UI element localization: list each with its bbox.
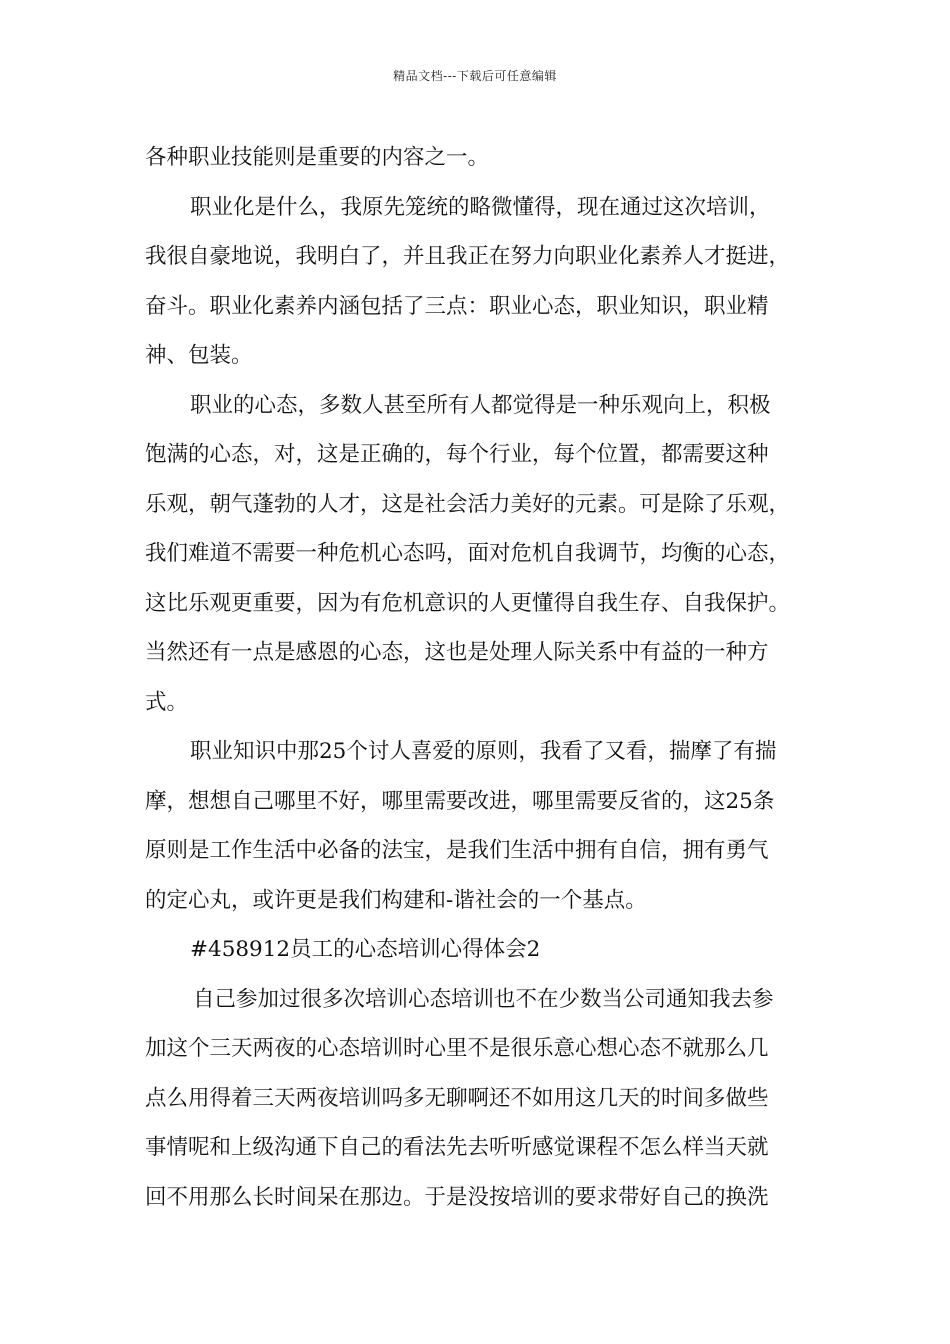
text-line: 加这个三天两夜的心态培训时心里不是很乐意心想心态不就那么几: [145, 1036, 769, 1061]
text-line: 奋斗。职业化素养内涵包括了三点：职业心态，职业知识，职业精: [145, 293, 769, 319]
text-line: 原则是工作生活中必备的法宝，是我们生活中拥有自信，拥有勇气: [145, 838, 769, 863]
text-line: 各种职业技能则是重要的内容之一。: [145, 145, 490, 170]
text-line: 我们难道不需要一种危机心态吗，面对危机自我调节，均衡的心态，: [145, 541, 791, 566]
text-line: 饱满的心态，对，这是正确的，每个行业，每个位置，都需要这种: [145, 442, 769, 467]
text-line: 职业知识中那25个讨人喜爱的原则，我看了又看，揣摩了有揣: [190, 739, 777, 764]
text-line: 乐观，朝气蓬勃的人才，这是社会活力美好的元素。可是除了乐观，: [145, 491, 791, 517]
text-line: 点么用得着三天两夜培训吗多无聊啊还不如用这几天的时间多做些: [145, 1085, 769, 1111]
text-line: 摩，想想自己哪里不好，哪里需要改进，哪里需要反省的，这25条: [145, 788, 775, 814]
document-body: [145, 133, 835, 1222]
text-line: 当然还有一点是感恩的心态，这也是处理人际关系中有益的一种方: [145, 640, 769, 665]
text-line: 自己参加过很多次培训心态培训也不在少数当公司通知我去参: [193, 986, 774, 1012]
text-line: 神、包装。: [145, 343, 253, 368]
text-line: 这比乐观更重要，因为有危机意识的人更懂得自我生存、自我保护。: [145, 590, 791, 616]
section-heading: #458912员工的心态培训心得体会2: [190, 937, 541, 962]
text-line: 的定心丸，或许更是我们构建和-谐社会的一个基点。: [145, 887, 647, 913]
text-line: 事情呢和上级沟通下自己的看法先去听听感觉课程不怎么样当天就: [145, 1135, 769, 1160]
text-line: 回不用那么长时间呆在那边。于是没按培训的要求带好自己的换洗: [145, 1184, 769, 1210]
text-line: 式。: [145, 689, 189, 715]
text-line: 我很自豪地说，我明白了，并且我正在努力向职业化素养人才挺进，: [145, 244, 791, 269]
text-line: 职业的心态，多数人甚至所有人都觉得是一种乐观向上，积极: [190, 392, 771, 418]
page-header: 精品文档---下载后可任意编辑: [393, 69, 557, 83]
text-line: 职业化是什么，我原先笼统的略微懂得，现在通过这次培训，: [190, 194, 771, 220]
